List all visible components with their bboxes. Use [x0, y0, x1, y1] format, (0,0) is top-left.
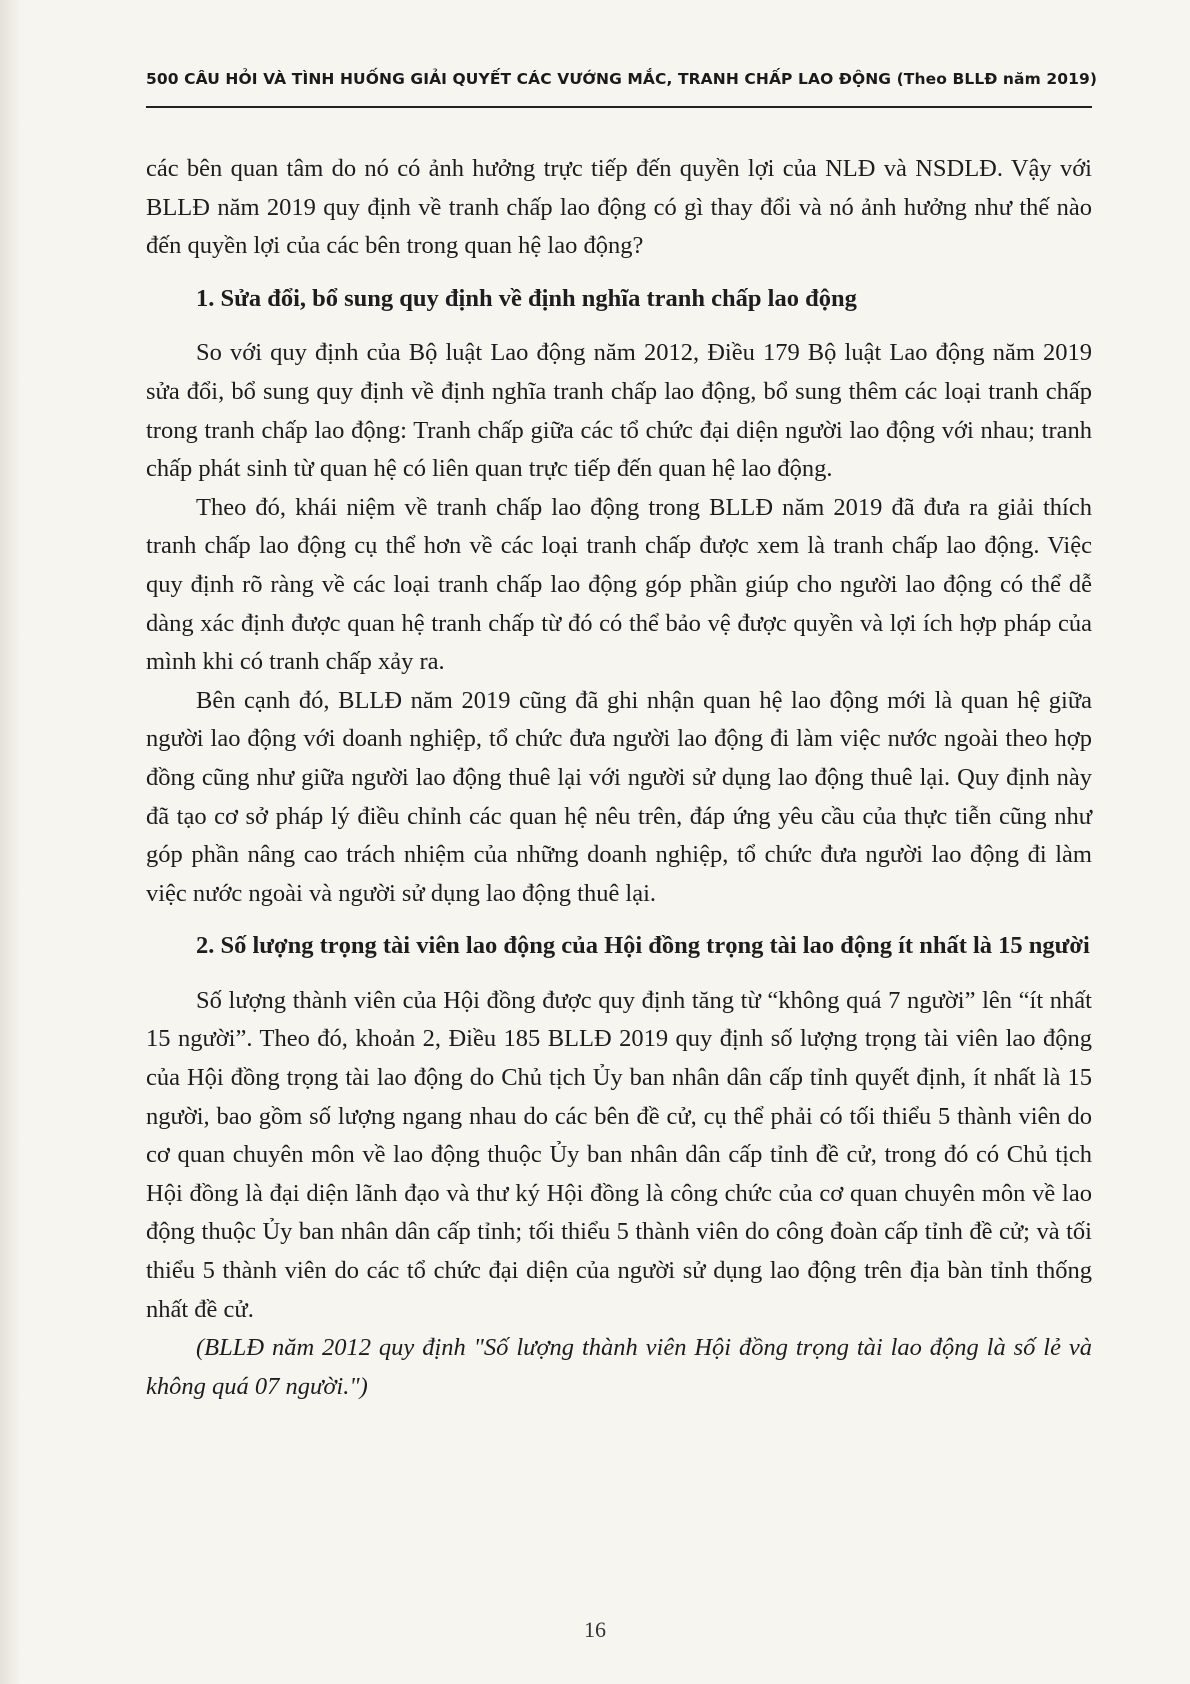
page-number: 16 — [584, 1617, 606, 1642]
page-body — [146, 150, 1092, 1406]
section-1-paragraph-2: Theo đó, khái niệm về tranh chấp lao động trong BLLĐ năm 2019 đã đưa ra giải thích tranh chấp lao động cụ thể hơn về các loại tranh chấp được xem là tranh chấp lao động. Việc quy định rõ ràng về các loại tranh chấp lao động góp phần giúp cho người lao động có thể dễ dàng xác định được quan hệ tranh chấp từ đó có thể bảo vệ được quyền và lợi ích hợp pháp của mình khi có tranh chấp xảy ra. — [146, 493, 1092, 676]
running-header: 500 CÂU HỎI VÀ TÌNH HUỐNG GIẢI QUYẾT CÁC VƯỚNG MẮC, TRANH CHẤP LAO ĐỘNG (Theo BLLĐ năm 2019) — [146, 70, 1098, 88]
page-edge-shadow — [0, 0, 22, 1684]
intro-paragraph: các bên quan tâm do nó có ảnh hưởng trực tiếp đến quyền lợi của NLĐ và NSDLĐ. Vậy với BLLĐ năm 2019 quy định về tranh chấp lao động có gì thay đổi và nó ảnh hưởng như thế nào đến quyền lợi của các bên trong quan hệ lao động? — [146, 155, 1092, 260]
section-2-paragraph-1: Số lượng thành viên của Hội đồng được quy định tăng từ “không quá 7 người” lên “ít nhất 15 người”. Theo đó, khoản 2, Điều 185 BLLĐ 2019 quy định số lượng trọng tài viên lao động của Hội đồng trọng tài lao động do Chủ tịch Ủy ban nhân dân cấp tỉnh quyết định, ít nhất là 15 người, bao gồm số lượng ngang nhau do các bên đề cử, cụ thể phải có tối thiểu 5 thành viên do cơ quan chuyên môn về lao động thuộc Ủy ban nhân dân cấp tỉnh đề cử, trong đó có Chủ tịch Hội đồng là đại diện lãnh đạo và thư ký Hội đồng là công chức của cơ quan chuyên môn về lao động thuộc Ủy ban nhân dân cấp tỉnh; tối thiểu 5 thành viên do công đoàn cấp tỉnh đề cử; và tối thiểu 5 thành viên do các tổ chức đại diện của người sử dụng lao động trên địa bàn tỉnh thống nhất đề cử. — [146, 986, 1092, 1323]
section-heading-1: 1. Sửa đổi, bổ sung quy định về định nghĩa tranh chấp lao động — [196, 284, 857, 312]
section-1-paragraph-3: Bên cạnh đó, BLLĐ năm 2019 cũng đã ghi nhận quan hệ lao động mới là quan hệ giữa người lao động với doanh nghiệp, tổ chức đưa người lao động đi làm việc nước ngoài theo hợp đồng cũng như giữa người lao động thuê lại với người sử dụng lao động thuê lại. Quy định này đã tạo cơ sở pháp lý điều chỉnh các quan hệ nêu trên, đáp ứng yêu cầu của thực tiễn cũng như góp phần nâng cao trách nhiệm của những doanh nghiệp, tổ chức đưa người lao động đi làm việc nước ngoài và người sử dụng lao động thuê lại. — [146, 686, 1092, 907]
header-rule — [146, 106, 1092, 108]
section-2-note: (BLLĐ năm 2012 quy định "Số lượng thành viên Hội đồng trọng tài lao động là số lẻ và không quá 07 người.") — [146, 1334, 1092, 1400]
section-heading-2: 2. Số lượng trọng tài viên lao động của Hội đồng trọng tài lao động ít nhất là 15 người — [196, 932, 1090, 960]
section-1-paragraph-1: So với quy định của Bộ luật Lao động năm 2012, Điều 179 Bộ luật Lao động năm 2019 sửa đổi, bổ sung quy định về định nghĩa tranh chấp lao động, bổ sung thêm các loại tranh chấp trong tranh chấp lao động: Tranh chấp giữa các tổ chức đại diện người lao động với nhau; tranh chấp phát sinh từ quan hệ có liên quan trực tiếp đến quan hệ lao động. — [146, 339, 1092, 483]
